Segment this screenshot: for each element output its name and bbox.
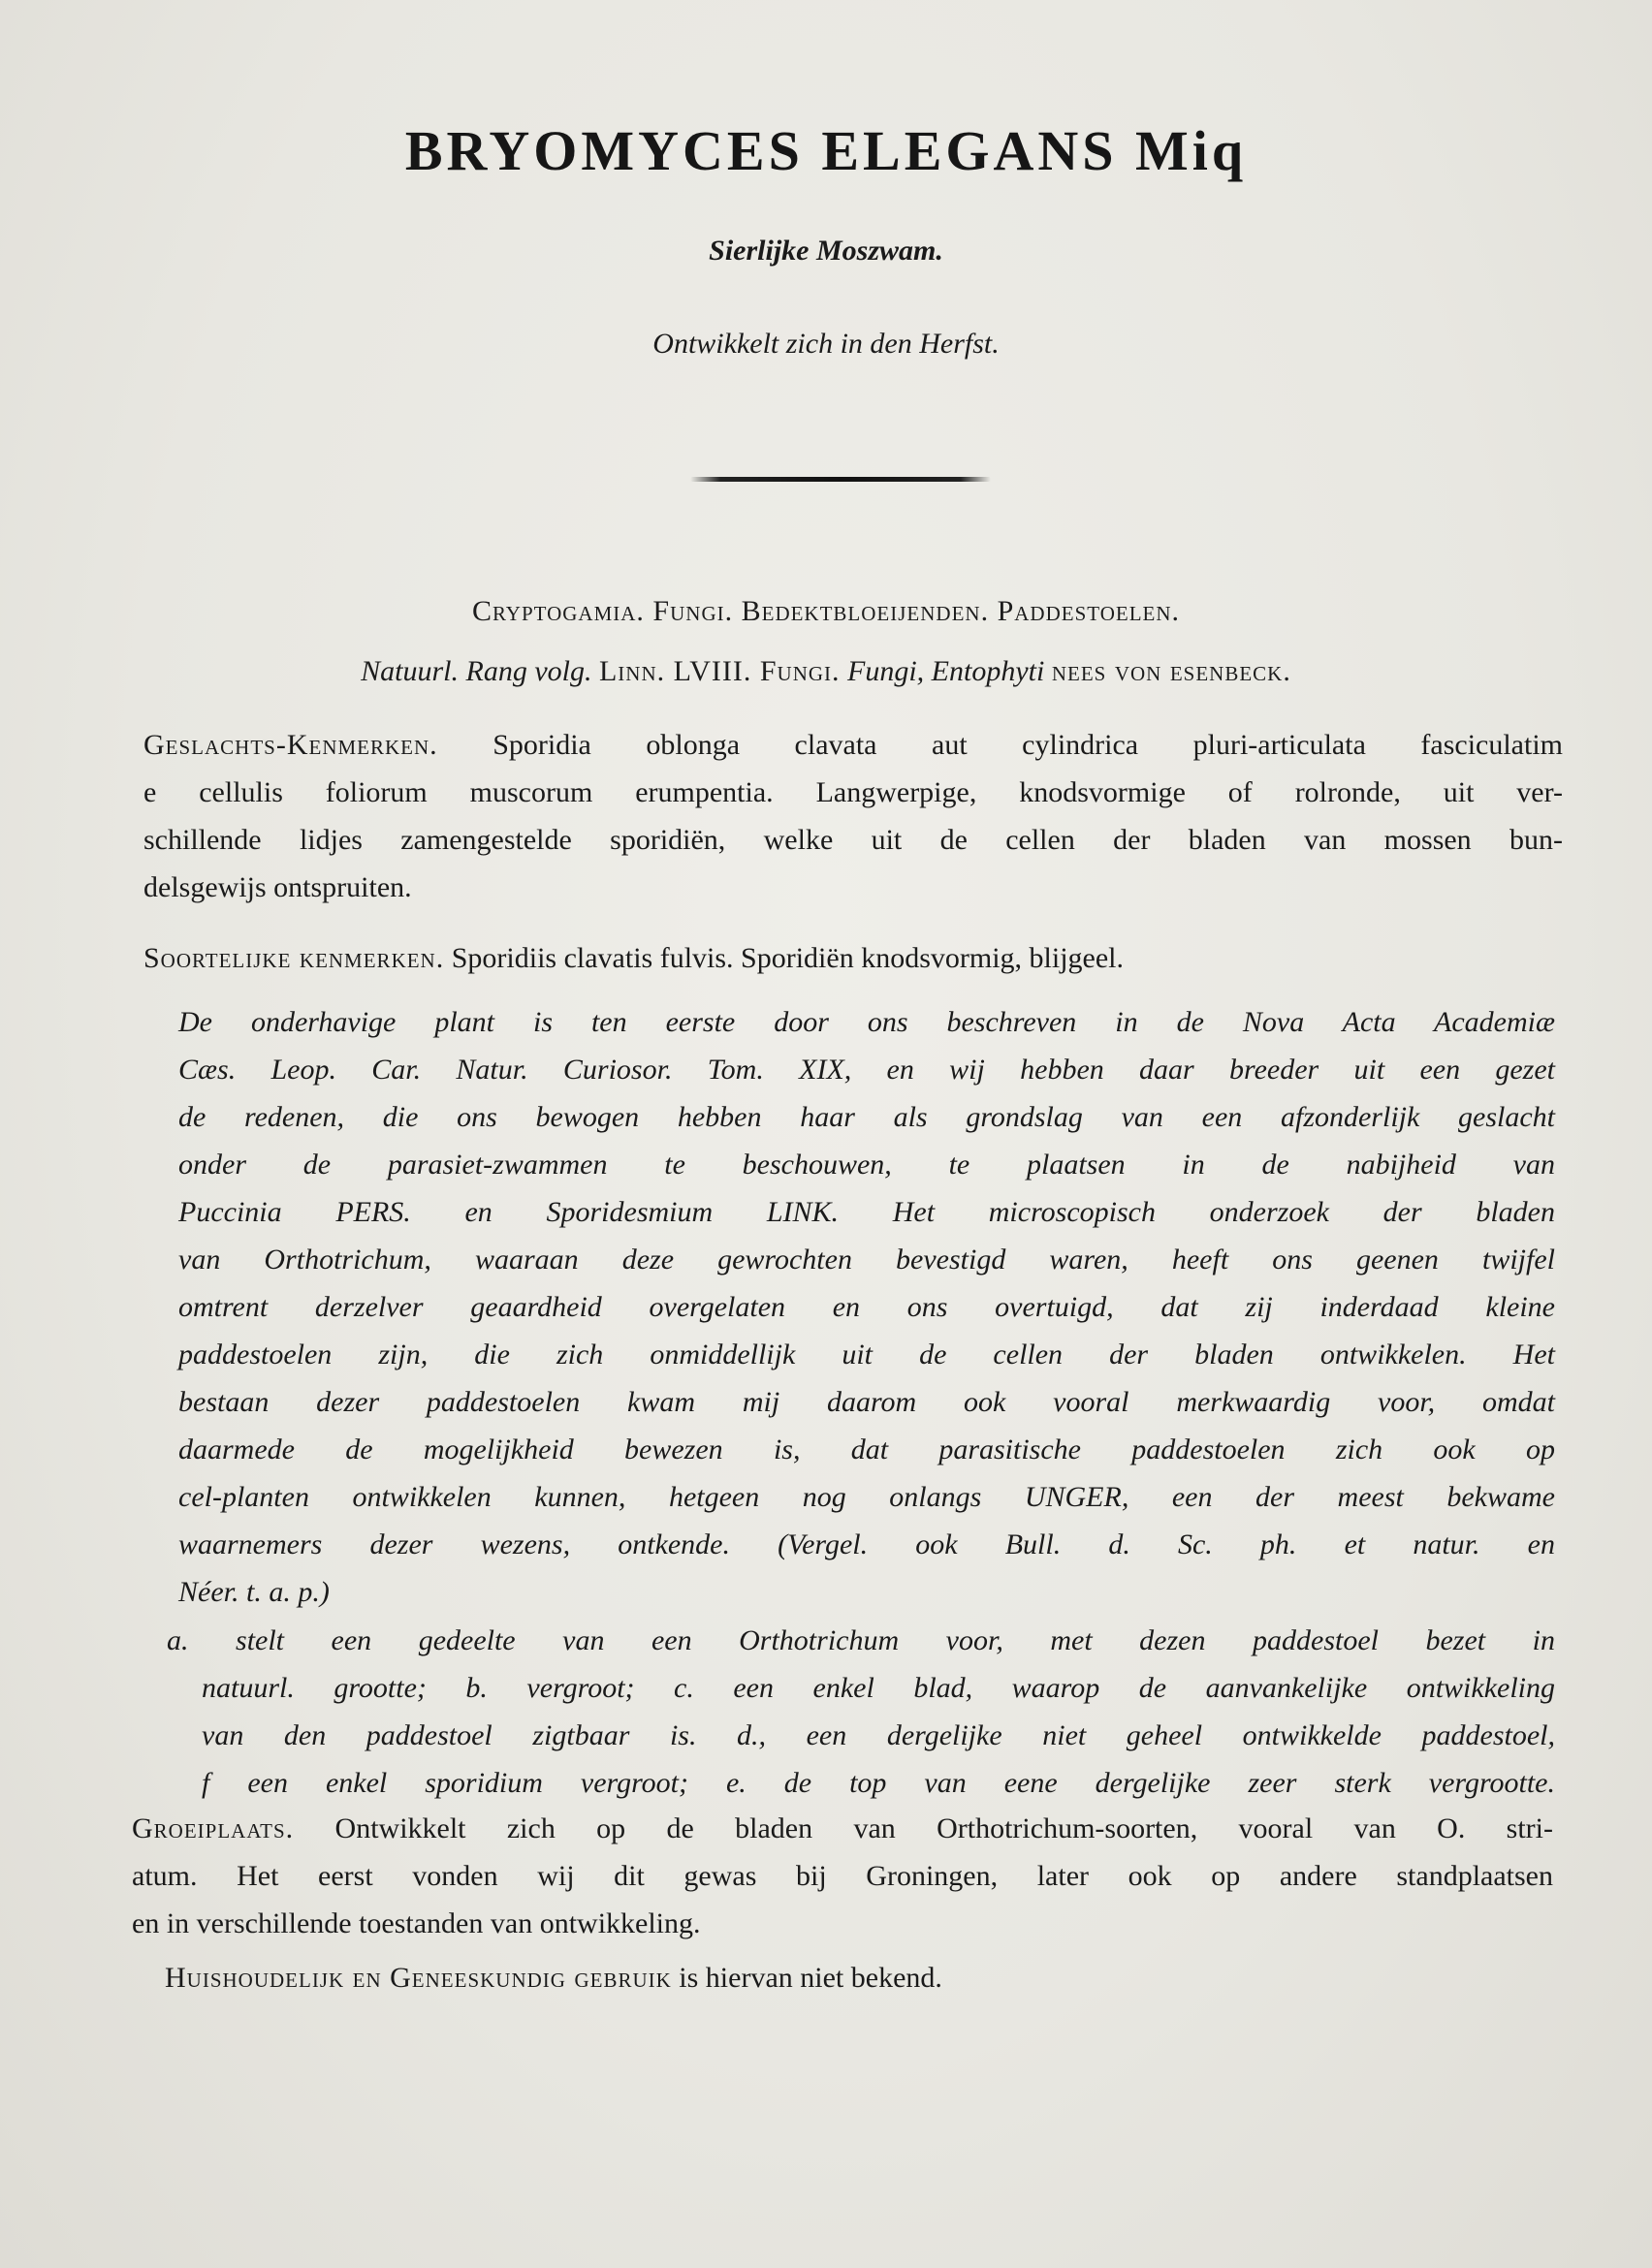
rank-label: Natuurl. Rang volg.	[361, 655, 592, 687]
genus-block	[143, 721, 1563, 911]
habitat-text: Ontwikkelt zich op de bladen van Orthotrichum-soorten, vooral van O. stri-	[334, 1812, 1553, 1844]
rank-linn: Linn. LVIII. Fungi.	[598, 655, 841, 687]
description-line: bestaan dezer paddestoelen kwam mij daarom ook vooral merkwaardig voor, omdat	[178, 1386, 1555, 1418]
season-note: Ontwikkelt zich in den Herfst.	[652, 328, 1000, 360]
genus-line	[143, 721, 1563, 769]
genus-label: Geslachts-Kenmerken.	[143, 729, 438, 761]
species-line	[143, 934, 1563, 982]
description-line: cel-planten ontwikkelen kunnen, hetgeen nog onlangs UNGER, een der meest bekwame	[178, 1481, 1555, 1513]
habitat-line: en in verschillende toestanden van ontwikkeling.	[132, 1907, 701, 1939]
use-block	[165, 1954, 1551, 2001]
habitat-label: Groeiplaats.	[132, 1812, 295, 1844]
description-block	[178, 998, 1555, 1616]
page-title: BRYOMYCES ELEGANS Miq	[404, 119, 1248, 182]
figures-line: f een enkel sporidium vergroot; e. de top van eene dergelijke zeer sterk vergrootte.	[202, 1767, 1555, 1799]
description-line: De onderhavige plant is ten eerste door ons beschreven in de Nova Acta Academiæ	[178, 1006, 1555, 1038]
description-line: van Orthotrichum, waaraan deze gewrochten bevestigd waren, heeft ons geenen twijfel	[178, 1244, 1555, 1276]
figures-line: van den paddestoel zigtbaar is. d., een dergelijke niet geheel ontwikkelde paddestoel,	[202, 1719, 1555, 1751]
species-block	[143, 934, 1563, 982]
species-label: Soortelijke kenmerken.	[143, 942, 445, 974]
subtitle: Sierlijke Moszwam.	[709, 235, 943, 267]
description-line: omtrent derzelver geaardheid overgelaten en ons overtuigd, dat zij inderdaad kleine	[178, 1291, 1555, 1323]
use-label: Huishoudelijk en Geneeskundig gebruik	[165, 1962, 672, 1994]
description-line: Cæs. Leop. Car. Natur. Curiosor. Tom. XIX, en wij hebben daar breeder uit een gezet	[178, 1054, 1555, 1086]
species-text: Sporidiis clavatis fulvis. Sporidiën knodsvormig, blijgeel.	[451, 942, 1125, 974]
habitat-line	[132, 1805, 1553, 1852]
rank-author: nees von esenbeck.	[1051, 655, 1291, 687]
habitat-block	[132, 1805, 1553, 1947]
classification-line-2	[0, 647, 1652, 696]
classification-text: Cryptogamia. Fungi. Bedektbloeijenden. Paddestoelen.	[471, 595, 1181, 627]
classification-line-1	[0, 587, 1652, 636]
genus-line: schillende lidjes zamengestelde sporidiën, welke uit de cellen der bladen van mossen bun-	[143, 824, 1563, 856]
description-line: Néer. t. a. p.)	[178, 1576, 330, 1608]
description-line: paddestoelen zijn, die zich onmiddellijk uit de cellen der bladen ontwikkelen. Het	[178, 1339, 1555, 1370]
genus-line: delsgewijs ontspruiten.	[143, 871, 412, 903]
genus-text: Sporidia oblonga clavata aut cylindrica pluri-articulata fasciculatim	[492, 729, 1564, 761]
title-rule	[690, 477, 991, 482]
figures-line: a. stelt een gedeelte van een Orthotrichum voor, met dezen paddestoel bezet in	[167, 1624, 1555, 1656]
use-line	[165, 1954, 1551, 2001]
description-line: onder de parasiet-zwammen te beschouwen, te plaatsen in de nabijheid van	[178, 1149, 1555, 1181]
figures-block	[167, 1617, 1555, 1807]
description-line: Puccinia PERS. en Sporidesmium LINK. Het microscopisch onderzoek der bladen	[178, 1196, 1555, 1228]
figures-line: natuurl. grootte; b. vergroot; c. een enkel blad, waarop de aanvankelijke ontwikkeling	[202, 1672, 1555, 1704]
description-line: daarmede de mogelijkheid bewezen is, dat parasitische paddestoelen zich ook op	[178, 1433, 1555, 1465]
rank-fungi: Fungi, Entophyti	[847, 655, 1045, 687]
description-line: de redenen, die ons bewogen hebben haar als grondslag van een afzonderlijk geslacht	[178, 1101, 1555, 1133]
genus-line: e cellulis foliorum muscorum erumpentia. Langwerpige, knodsvormige of rolronde, uit ver-	[143, 776, 1563, 808]
description-line: waarnemers dezer wezens, ontkende. (Vergel. ook Bull. d. Sc. ph. et natur. en	[178, 1528, 1555, 1560]
habitat-line: atum. Het eerst vonden wij dit gewas bij Groningen, later ook op andere standplaatsen	[132, 1860, 1553, 1892]
use-text: is hiervan niet bekend.	[679, 1962, 942, 1994]
